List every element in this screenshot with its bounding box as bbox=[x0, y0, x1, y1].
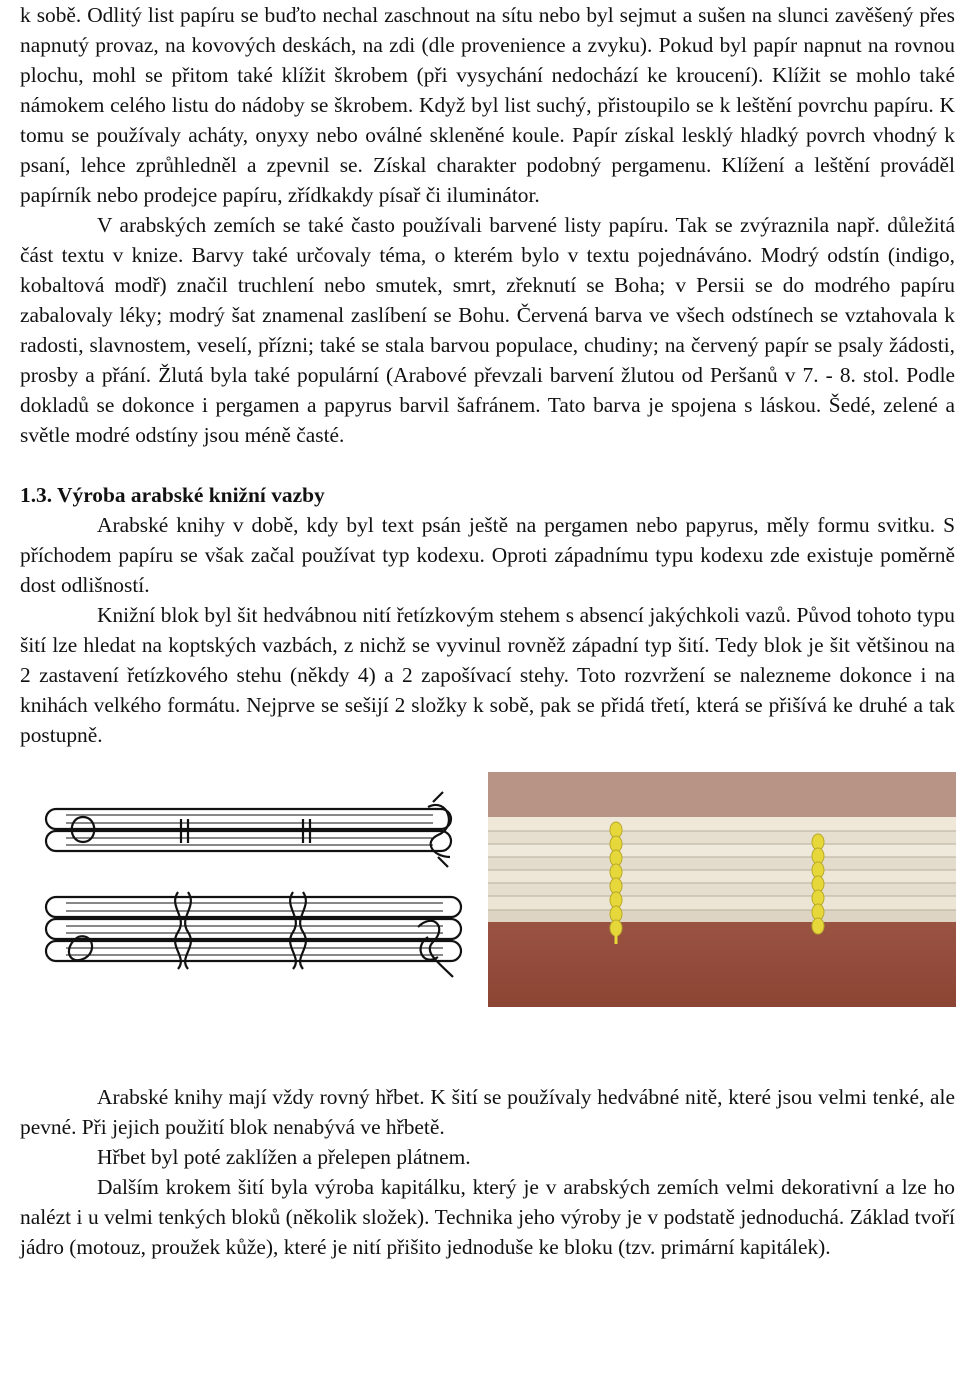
paragraph-chain-stitch: Knižní blok byl šit hedvábnou nití řetízkovým stehem s absencí jakýchkoli vazů. Původ tohoto typu šití lze hledat na koptských vazbách, z nichž se vyvinul rovněž západní typ šití. Tedy blok je šit většinou na 2 zastavení řetízkového stehu (někdy 4) a 2 zapošívací stehy. Toto rozvržení se nalezneme dokonce i na knihách velkého formátu. Nejprve se sešijí 2 složky k sobě, pak se přidá třetí, která se přišívá ke druhé a tak postupně. bbox=[20, 603, 955, 747]
paragraph-straight-spine: Arabské knihy mají vždy rovný hřbet. K šití se používaly hedvábné nitě, které jsou velmi tenké, ale pevné. Při jejich použití blok nenabývá ve hřbetě. bbox=[20, 1085, 955, 1139]
document-page bbox=[20, 0, 955, 1262]
paragraph-spine-glued: Hřbet byl poté zaklížen a přelepen plátnem. bbox=[97, 1145, 471, 1169]
paragraph-codex-form: Arabské knihy v době, kdy byl text psán ještě na pergamen nebo papyrus, měly formu svitku. S příchodem papíru se však začal používat typ kodexu. Oproti západnímu typu kodexu zde existuje poměrně dost odlišností. bbox=[20, 513, 955, 597]
figures-row bbox=[20, 772, 955, 1152]
book-spine-photo-icon bbox=[488, 772, 956, 1007]
paragraph-endband: Dalším krokem šití byla výroba kapitálku, který je v arabských zemích velmi dekorativní a lze ho nalézt i u velmi tenkých bloků (několik složek). Technika jeho výroby je v podstatě jednoduchá. Základ tvoří jádro (motouz, proužek kůže), které je nití přišito jednoduše ke bloku (tzv. primární kapitálek). bbox=[20, 1175, 955, 1259]
chain-stitch-diagram-icon bbox=[38, 787, 478, 997]
paragraph-paper-sizing: k sobě. Odlitý list papíru se buďto nechal zaschnout na sítu nebo byl sejmut a sušen na slunci zavěšený přes napnutý provaz, na kovových deskách, na zdi (dle provenience a zvyku). Pokud byl papír napnut na rovnou plochu, mohl se přitom také klížit škrobem (při vysychání nedochází ke kroucení). Klížit se mohlo také námokem celého listu do nádoby se škrobem. Když byl list suchý, přistoupilo se k leštění povrchu papíru. K tomu se používaly acháty, onyxy nebo oválné skleněné koule. Papír získal lesklý hladký povrch vhodný k psaní, lehce zprůhledněl a zpevnil se. Získal charakter podobný pergamenu. Klížení a leštění prováděl papírník nebo prodejce papíru, zřídkakdy písař či iluminátor. bbox=[20, 3, 955, 207]
paragraph-colored-paper: V arabských zemích se také často používali barvené listy papíru. Tak se zvýraznila např. důležitá část textu v knize. Barvy také určovaly téma, o kterém bylo v textu pojednáváno. Modrý odstín (indigo, kobaltová modř) značil truchlení nebo smutek, smrt, zřeknutí se Boha; v Persii se do modrého papíru zabalovaly léky; modrý šat znamenal zaslíbení se Bohu. Červená barva ve všech odstínech se vztahovala k radosti, slavnostem, veselí, přízni; také se stala barvou populace, chudiny; na červený papír se psaly žádosti, prosby a přání. Žlutá byla také populární (Arabové převzali barvení žlutou od Peršanů v 7. - 8. stol. Podle dokladů se dokonce i pergamen a papyrus barvil šafránem. Tato barva je spojena s láskou. Šedé, zelené a světle modré odstíny jsou méně časté. bbox=[20, 213, 955, 447]
section-heading: 1.3. Výroba arabské knižní vazby bbox=[20, 483, 325, 507]
